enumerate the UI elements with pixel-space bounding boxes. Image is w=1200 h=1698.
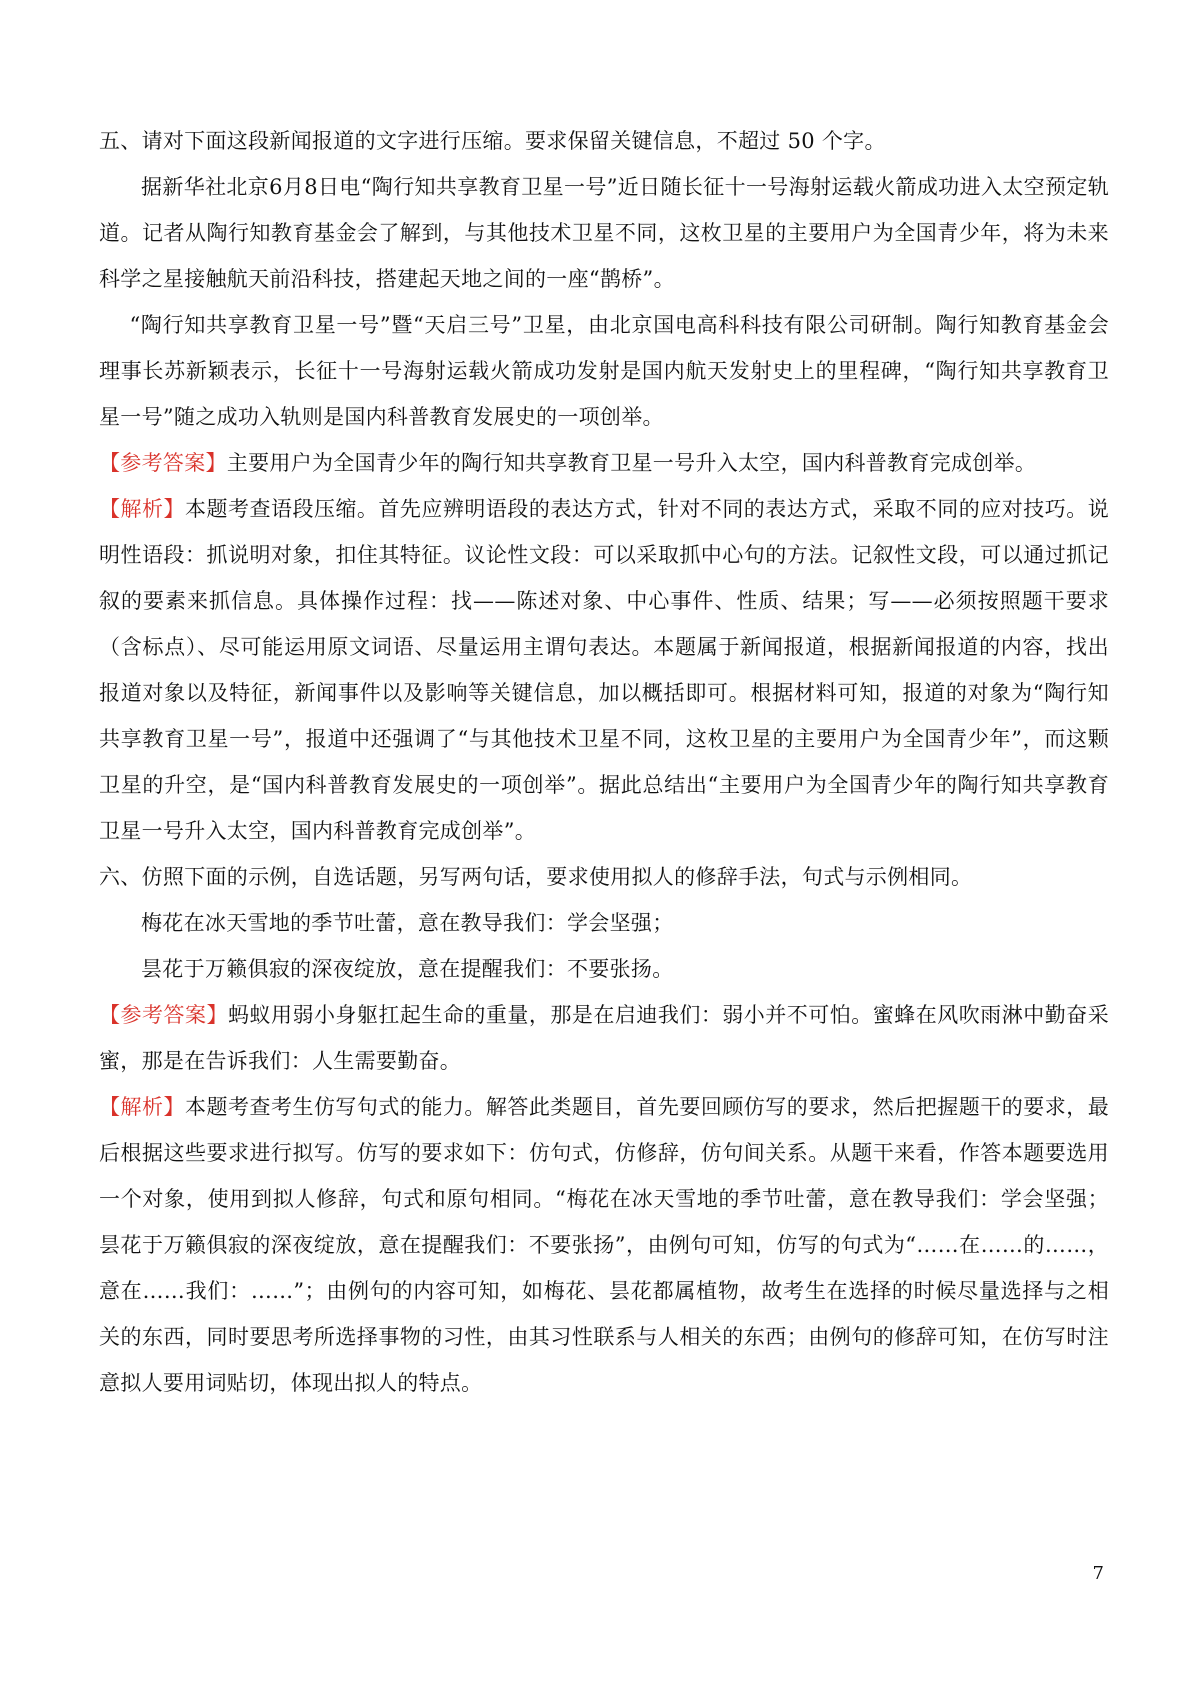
analysis-text: 本题考查语段压缩。首先应辨明语段的表达方式，针对不同的表达方式，采取不同的应对技巧。说明性语段：抓说明对象，扣住其特征。议论性文段：可以采取抓中心句的方法。记叙性文段，可以通过抓记叙的要素来抓信息。具体操作过程：找——陈述对象、中心事件、性质、结果；写——必须按照题干要求（含标点）、尽可能运用原文词语、尽量运用主谓句表达。本题属于新闻报道，根据新闻报道的内容，找出报道对象以及特征，新闻事件以及影响等关键信息，加以概括即可。根据材料可知，报道的对象为“陶行知共享教育卫星一号”，报道中还强调了“与其他技术卫星不同，这枚卫星的主要用户为全国青少年”，而这颗卫星的升空，是“国内科普教育发展史的一项创举”。据此总结出“主要用户为全国青少年的陶行知共享教育卫星一号升入太空，国内科普教育完成创举”。 [99, 497, 1109, 843]
analysis-tag: 【解析】 [99, 1095, 185, 1119]
answer-tag: 【参考答案】 [99, 1003, 228, 1027]
news-passage-paragraph-2: “陶行知共享教育卫星一号”暨“天启三号”卫星，由北京国电高科科技有限公司研制。陶行知教育基金会理事长苏新颖表示，长征十一号海射运载火箭成功发射是国内航天发射史上的里程碑，“陶行知共享教育卫星一号”随之成功入轨则是国内科普教育发展史的一项创举。 [99, 313, 1109, 429]
news-passage-paragraph-1: 据新华社北京6月8日电“陶行知共享教育卫星一号”近日随长征十一号海射运载火箭成功进入太空预定轨道。记者从陶行知教育基金会了解到，与其他技术卫星不同，这枚卫星的主要用户为全国青少年，将为未来科学之星接触航天前沿科技，搭建起天地之间的一座“鹊桥”。 [99, 175, 1109, 291]
analysis-6 [99, 1084, 1109, 1406]
analysis-5 [99, 486, 1109, 854]
document-body [99, 118, 1109, 1406]
analysis-tag: 【解析】 [99, 497, 185, 521]
answer-tag: 【参考答案】 [99, 451, 227, 475]
answer-5 [99, 440, 1109, 486]
answer-6 [99, 992, 1109, 1084]
analysis-text: 本题考查考生仿写句式的能力。解答此类题目，首先要回顾仿写的要求，然后把握题干的要求，最后根据这些要求进行拟写。仿写的要求如下：仿句式，仿修辞，仿句间关系。从题干来看，作答本题要选用一个对象，使用到拟人修辞，句式和原句相同。“梅花在冰天雪地的季节吐蕾，意在教导我们：学会坚强；昙花于万籁俱寂的深夜绽放，意在提醒我们：不要张扬”，由例句可知，仿写的句式为“……在……的……，意在……我们：……”；由例句的内容可知，如梅花、昙花都属植物，故考生在选择的时候尽量选择与之相关的东西，同时要思考所选择事物的习性，由其习性联系与人相关的东西；由例句的修辞可知，在仿写时注意拟人要用词贴切，体现出拟人的特点。 [99, 1095, 1109, 1395]
page-number: 7 [1092, 1563, 1104, 1584]
example-sentence-1: 梅花在冰天雪地的季节吐蕾，意在教导我们：学会坚强； [141, 911, 674, 935]
answer-text: 主要用户为全国青少年的陶行知共享教育卫星一号升入太空，国内科普教育完成创举。 [226, 451, 1037, 475]
question-6: 六、仿照下面的示例，自选话题，另写两句话，要求使用拟人的修辞手法，句式与示例相同。 [99, 865, 973, 889]
answer-text: 蚂蚁用弱小身躯扛起生命的重量，那是在启迪我们：弱小并不可怕。蜜蜂在风吹雨淋中勤奋采蜜，那是在告诉我们：人生需要勤奋。 [99, 1003, 1109, 1073]
example-sentence-2: 昙花于万籁俱寂的深夜绽放，意在提醒我们：不要张扬。 [141, 957, 674, 981]
question-5: 五、请对下面这段新闻报道的文字进行压缩。要求保留关键信息，不超过 50 个字。 [99, 129, 886, 153]
